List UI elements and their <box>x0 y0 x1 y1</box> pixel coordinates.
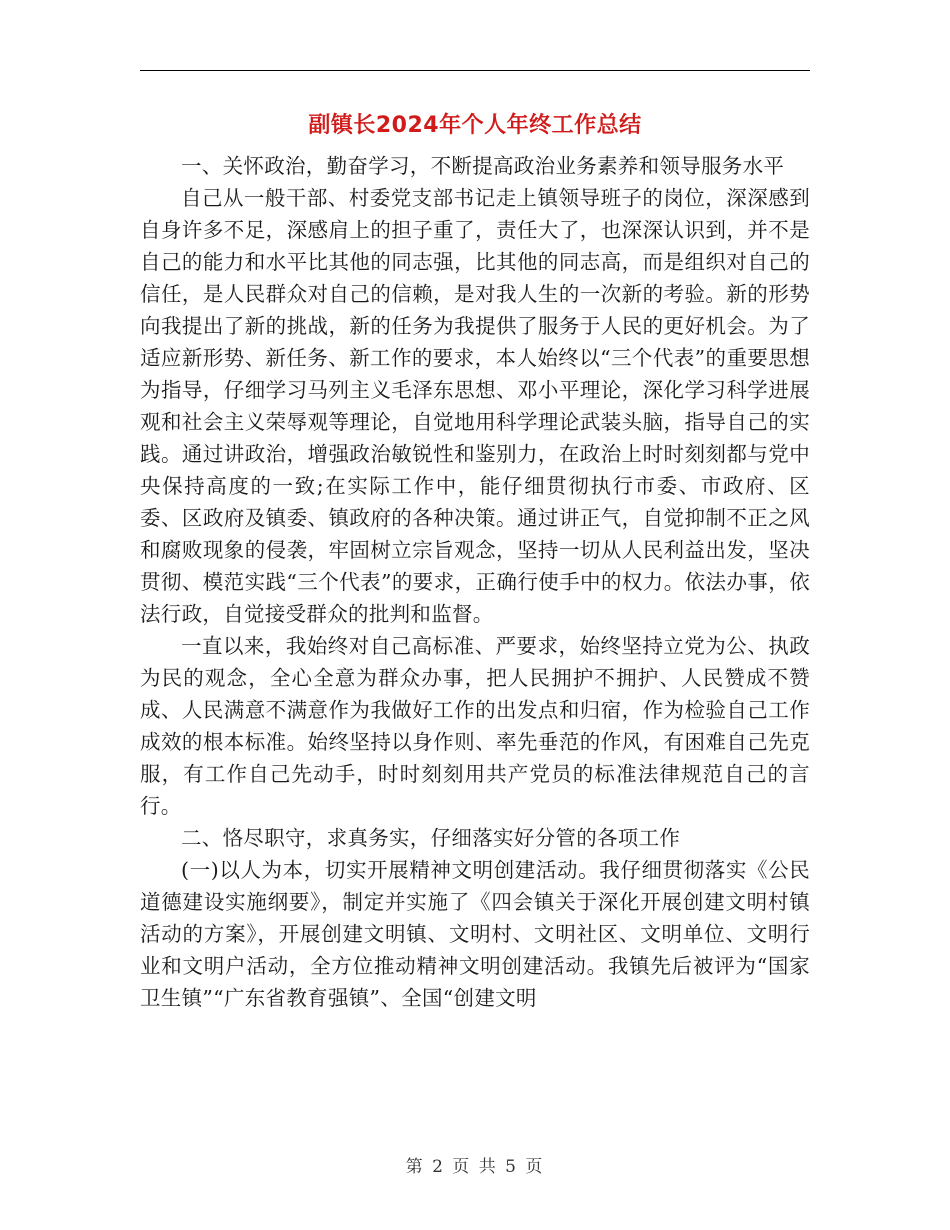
body-paragraph-2: 一直以来，我始终对自己高标准、严要求，始终坚持立党为公、执政为民的观念，全心全意为群众办事，把人民拥护不拥护、人民赞成不赞成、人民满意不满意作为我做好工作的出发点和归宿，作为检验自己工作成效的根本标准。始终坚持以身作则、率先垂范的作风，有困难自己先克服，有工作自己先动手，时时刻刻用共产党员的标准法律规范自己的言行。 <box>140 634 810 818</box>
header-rule <box>140 70 810 71</box>
page-number-footer: 第 2 页 共 5 页 <box>405 1157 545 1177</box>
document-body <box>140 150 810 1014</box>
body-paragraph-3: (一)以人为本，切实开展精神文明创建活动。我仔细贯彻落实《公民道德建设实施纲要》，制定并实施了《四会镇关于深化开展创建文明村镇活动的方案》，开展创建文明镇、文明村、文明社区、文明单位、文明行业和文明户活动，全方位推动精神文明创建活动。我镇先后被评为“国家卫生镇”“广东省教育强镇”、全国“创建文明 <box>140 858 810 1010</box>
section-heading-1: 一、关怀政治，勤奋学习，不断提高政治业务素养和领导服务水平 <box>181 154 785 178</box>
section-heading-2: 二、恪尽职守，求真务实，仔细落实好分管的各项工作 <box>181 826 681 850</box>
document-title: 副镇长2024年个人年终工作总结 <box>308 113 642 138</box>
body-paragraph-1: 自己从一般干部、村委党支部书记走上镇领导班子的岗位，深深感到自身许多不足，深感肩上的担子重了，责任大了，也深深认识到，并不是自己的能力和水平比其他的同志强，比其他的同志高，而是组织对自己的信任，是人民群众对自己的信赖，是对我人生的一次新的考验。新的形势向我提出了新的挑战，新的任务为我提供了服务于人民的更好机会。为了适应新形势、新任务、新工作的要求，本人始终以“三个代表”的重要思想为指导，仔细学习马列主义毛泽东思想、邓小平理论，深化学习科学进展观和社会主义荣辱观等理论，自觉地用科学理论武装头脑，指导自己的实践。通过讲政治，增强政治敏锐性和鉴别力，在政治上时时刻刻都与党中央保持高度的一致;在实际工作中，能仔细贯彻执行市委、市政府、区委、区政府及镇委、镇政府的各种决策。通过讲正气，自觉抑制不正之风和腐败现象的侵袭，牢固树立宗旨观念，坚持一切从人民利益出发，坚决贯彻、模范实践“三个代表”的要求，正确行使手中的权力。依法办事，依法行政，自觉接受群众的批判和监督。 <box>140 186 810 626</box>
